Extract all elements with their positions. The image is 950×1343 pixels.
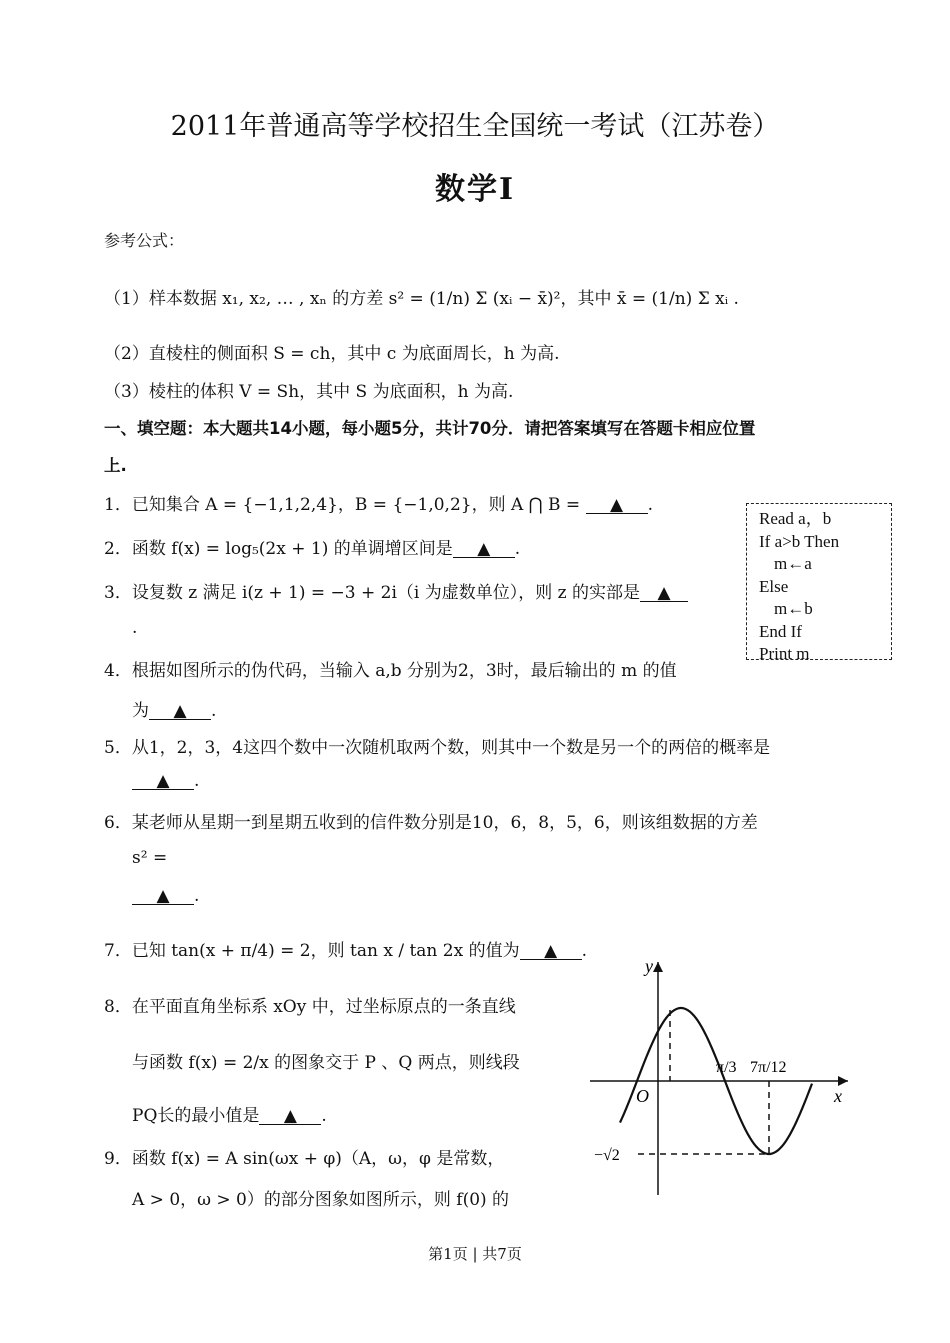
question-9-cont: A > 0，ω > 0）的部分图象如图所示，则 f(0) 的: [132, 1190, 510, 1210]
answer-blank: ▲: [640, 585, 688, 602]
answer-blank: ▲: [259, 1108, 321, 1125]
question-9: 9．函数 f(x) = A sin(ωx + φ)（A，ω，φ 是常数，: [104, 1149, 505, 1169]
tick-pi-over-3: π/3: [716, 1059, 737, 1076]
formula-lateral-area: （2）直棱柱的侧面积 S = ch，其中 c 为底面周长，h 为高.: [104, 344, 560, 364]
code-line: Else: [759, 576, 789, 596]
code-line: If a>b Then: [759, 531, 840, 551]
x-axis-label: x: [834, 1086, 842, 1106]
code-line: m←a: [774, 554, 812, 573]
question-2: 2．函数 f(x) = log₅(2x + 1) 的单调增区间是 ▲ .: [104, 539, 521, 559]
question-5-cont: ▲ .: [132, 771, 199, 791]
y-axis-label: y: [645, 956, 653, 976]
answer-blank: ▲: [132, 888, 194, 905]
answer-blank: ▲: [453, 541, 515, 558]
code-line: Read a，b: [759, 509, 832, 528]
formula-heading: 参考公式：: [104, 231, 185, 250]
question-7: 7．已知 tan(x + π/4) = 2，则 tan x / tan 2x 的值为 ▲ .: [104, 941, 588, 961]
question-4: 4．根据如图所示的伪代码，当输入 a,b 分别为2，3时，最后输出的 m 的值: [104, 661, 677, 681]
question-4-cont: 为 ▲ .: [132, 701, 217, 721]
question-3-end: .: [132, 618, 138, 638]
question-8-cont: 与函数 f(x) = 2/x 的图象交于 P 、Q 两点，则线段: [132, 1053, 520, 1073]
formula-variance: （1）样本数据 x₁, x₂, … , xₙ 的方差 s² = (1/n) Σ (xᵢ − x̄)²，其中 x̄ = (1/n) Σ xᵢ .: [104, 289, 739, 309]
question-1: 1．已知集合 A = {−1,1,2,4}，B = {−1,0,2}，则 A ⋂ B = ▲ .: [104, 495, 653, 515]
code-line: m←b: [774, 599, 813, 618]
question-5: 5．从1，2，3，4这四个数中一次随机取两个数，则其中一个数是另一个的两倍的概率是: [104, 738, 771, 758]
page-footer: 第1页 | 共7页: [428, 1245, 522, 1263]
pseudocode-box: [746, 503, 892, 663]
subject-title: 数学Ⅰ: [434, 172, 516, 207]
exam-title: 2011年普通高等学校招生全国统一考试（江苏卷）: [170, 111, 780, 142]
question-6-formula: s² =: [132, 848, 168, 868]
formula-volume: （3）棱柱的体积 V = Sh，其中 S 为底面积，h 为高.: [104, 382, 514, 402]
question-8: 8．在平面直角坐标系 xOy 中，过坐标原点的一条直线: [104, 997, 516, 1017]
y-axis-arrow-icon: [653, 962, 663, 972]
answer-blank: ▲: [586, 497, 648, 514]
x-axis-arrow-icon: [838, 1076, 848, 1086]
tick-7pi-over-12: 7π/12: [750, 1059, 787, 1076]
answer-blank: ▲: [149, 703, 211, 720]
code-line: End If: [759, 621, 802, 641]
answer-blank: ▲: [520, 943, 582, 960]
section-heading: 一、填空题：本大题共14小题，每小题5分，共计70分．请把答案填写在答题卡相应位置: [104, 419, 756, 438]
question-6-cont: ▲ .: [132, 886, 199, 906]
section-heading-cont: 上.: [104, 456, 127, 475]
origin-label: O: [636, 1086, 649, 1106]
sine-graph: [590, 950, 860, 1210]
code-line: Print m: [759, 644, 810, 663]
question-6: 6．某老师从星期一到星期五收到的信件数分别是10，6，8，5，6，则该组数据的方差: [104, 813, 758, 833]
question-8-cont2: PQ长的最小值是 ▲ .: [132, 1106, 327, 1126]
min-value-label: −√2: [594, 1147, 620, 1164]
answer-blank: ▲: [132, 773, 194, 790]
question-3: 3．设复数 z 满足 i(z + 1) = −3 + 2i（i 为虚数单位），则 z 的实部是 ▲: [104, 578, 688, 603]
